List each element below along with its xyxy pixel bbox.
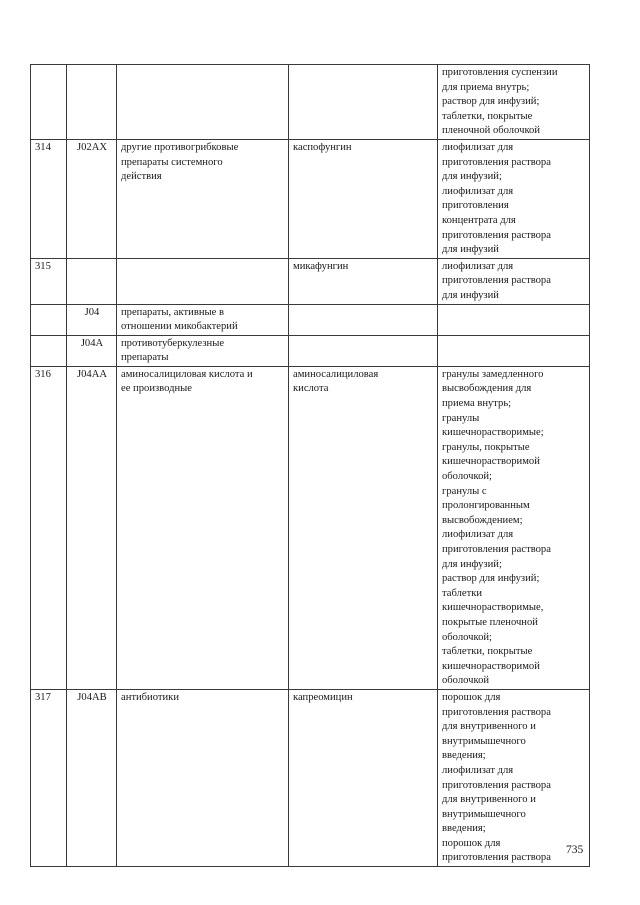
atc-code-cell (67, 258, 117, 304)
cell-line: таблетки, покрытые (442, 646, 533, 658)
atc-group-cell (117, 139, 289, 258)
dosage-form-cell (438, 258, 590, 304)
cell-line: приготовления раствора (442, 229, 551, 241)
cell-line: лиофилизат для (442, 260, 514, 272)
atc-code-cell: J02AX (67, 139, 117, 258)
cell-line: порошок для (442, 691, 501, 703)
cell-line: отношении микобактерий (121, 321, 238, 333)
drug-name-cell (289, 304, 438, 335)
cell-line: таблетки (442, 587, 483, 599)
cell-line: гранулы с (442, 485, 487, 497)
cell-line: приготовления раствора (442, 779, 551, 791)
atc-code-cell: J04A (67, 335, 117, 366)
dosage-form-cell (438, 304, 590, 335)
atc-group-cell (117, 366, 289, 689)
cell-line: лиофилизат для (442, 529, 514, 541)
row-number-cell: 316 (31, 366, 67, 689)
cell-line: порошок для (442, 837, 501, 849)
cell-line: для приема внутрь; (442, 81, 530, 93)
cell-line: препараты (121, 352, 169, 364)
cell-line: оболочкой (442, 675, 490, 687)
row-number-cell: 314 (31, 139, 67, 258)
cell-line: аминосалициловая кислота и (121, 368, 253, 380)
atc-group-cell (117, 258, 289, 304)
cell-line: кишечнорастворимой (442, 660, 540, 672)
dosage-form-cell (438, 335, 590, 366)
cell-line: приготовления раствора (442, 852, 551, 864)
table-body (31, 65, 590, 867)
cell-line: таблетки, покрытые (442, 110, 533, 122)
cell-line: внутримышечного (442, 735, 526, 747)
drug-name-cell (289, 65, 438, 140)
table-row (31, 335, 590, 366)
cell-line: пролонгированным (442, 500, 530, 512)
cell-line: антибиотики (121, 691, 180, 703)
atc-group-cell (117, 335, 289, 366)
row-number-cell (31, 335, 67, 366)
drug-list-table (30, 64, 590, 867)
cell-line: внутримышечного (442, 808, 526, 820)
table-row (31, 304, 590, 335)
dosage-form-cell (438, 366, 590, 689)
row-number-cell (31, 304, 67, 335)
cell-line: оболочкой; (442, 631, 492, 643)
dosage-form-cell (438, 65, 590, 140)
drug-name-cell (289, 335, 438, 366)
drug-name-cell (289, 366, 438, 689)
dosage-form-cell (438, 139, 590, 258)
cell-line: приготовления раствора (442, 275, 551, 287)
atc-code-cell: J04 (67, 304, 117, 335)
cell-line: капреомицин (293, 691, 353, 703)
cell-line: введения; (442, 750, 486, 762)
cell-line: препараты, активные в (121, 306, 224, 318)
cell-line: кишечнорастворимые; (442, 427, 544, 439)
cell-line: оболочкой; (442, 471, 492, 483)
atc-code-cell: J04AA (67, 366, 117, 689)
drug-name-cell (289, 689, 438, 866)
row-number-cell: 317 (31, 689, 67, 866)
cell-line: противотуберкулезные (121, 337, 225, 349)
table-row (31, 65, 590, 140)
cell-line: для инфузий (442, 244, 499, 256)
cell-line: концентрата для (442, 214, 516, 226)
cell-line: лиофилизат для (442, 141, 514, 153)
cell-line: раствор для инфузий; (442, 573, 540, 585)
cell-line: приготовления суспензии (442, 67, 558, 78)
cell-line: раствор для инфузий; (442, 96, 540, 108)
cell-line: пленочной оболочкой (442, 125, 541, 137)
cell-line: высвобождением; (442, 514, 523, 526)
cell-line: приготовления (442, 200, 509, 212)
drug-name-cell (289, 258, 438, 304)
cell-line: гранулы (442, 412, 480, 424)
table-row (31, 366, 590, 689)
cell-line: для инфузий; (442, 171, 502, 183)
cell-line: другие противогрибковые (121, 141, 239, 153)
table-row (31, 139, 590, 258)
dosage-form-cell (438, 689, 590, 866)
atc-code-cell (67, 65, 117, 140)
cell-line: приготовления раствора (442, 706, 551, 718)
cell-line: каспофунгин (293, 141, 352, 153)
cell-line: действия (121, 171, 162, 183)
cell-line: кишечнорастворимой (442, 456, 540, 468)
atc-code-cell: J04AB (67, 689, 117, 866)
atc-group-cell (117, 689, 289, 866)
cell-line: для инфузий; (442, 558, 502, 570)
cell-line: гранулы замедленного (442, 368, 544, 380)
cell-line: для внутривенного и (442, 794, 536, 806)
cell-line: препараты системного (121, 156, 223, 168)
atc-group-cell (117, 65, 289, 140)
row-number-cell: 315 (31, 258, 67, 304)
row-number-cell (31, 65, 67, 140)
cell-line: кишечнорастворимые, (442, 602, 544, 614)
cell-line: гранулы, покрытые (442, 441, 530, 453)
cell-line: высвобождения для (442, 383, 532, 395)
drug-name-cell (289, 139, 438, 258)
page-number: 735 (566, 844, 584, 856)
cell-line: кислота (293, 383, 329, 395)
table-row (31, 689, 590, 866)
cell-line: ее производные (121, 383, 192, 395)
cell-line: лиофилизат для (442, 185, 514, 197)
cell-line: микафунгин (293, 260, 349, 272)
atc-group-cell (117, 304, 289, 335)
cell-line: приема внутрь; (442, 398, 512, 410)
cell-line: аминосалициловая (293, 368, 379, 380)
table-row (31, 258, 590, 304)
cell-line: приготовления раствора (442, 156, 551, 168)
cell-line: введения; (442, 823, 486, 835)
cell-line: покрытые пленочной (442, 616, 538, 628)
cell-line: для инфузий (442, 289, 499, 301)
cell-line: лиофилизат для (442, 764, 514, 776)
cell-line: приготовления раствора (442, 544, 551, 555)
cell-line: для внутривенного и (442, 721, 536, 733)
